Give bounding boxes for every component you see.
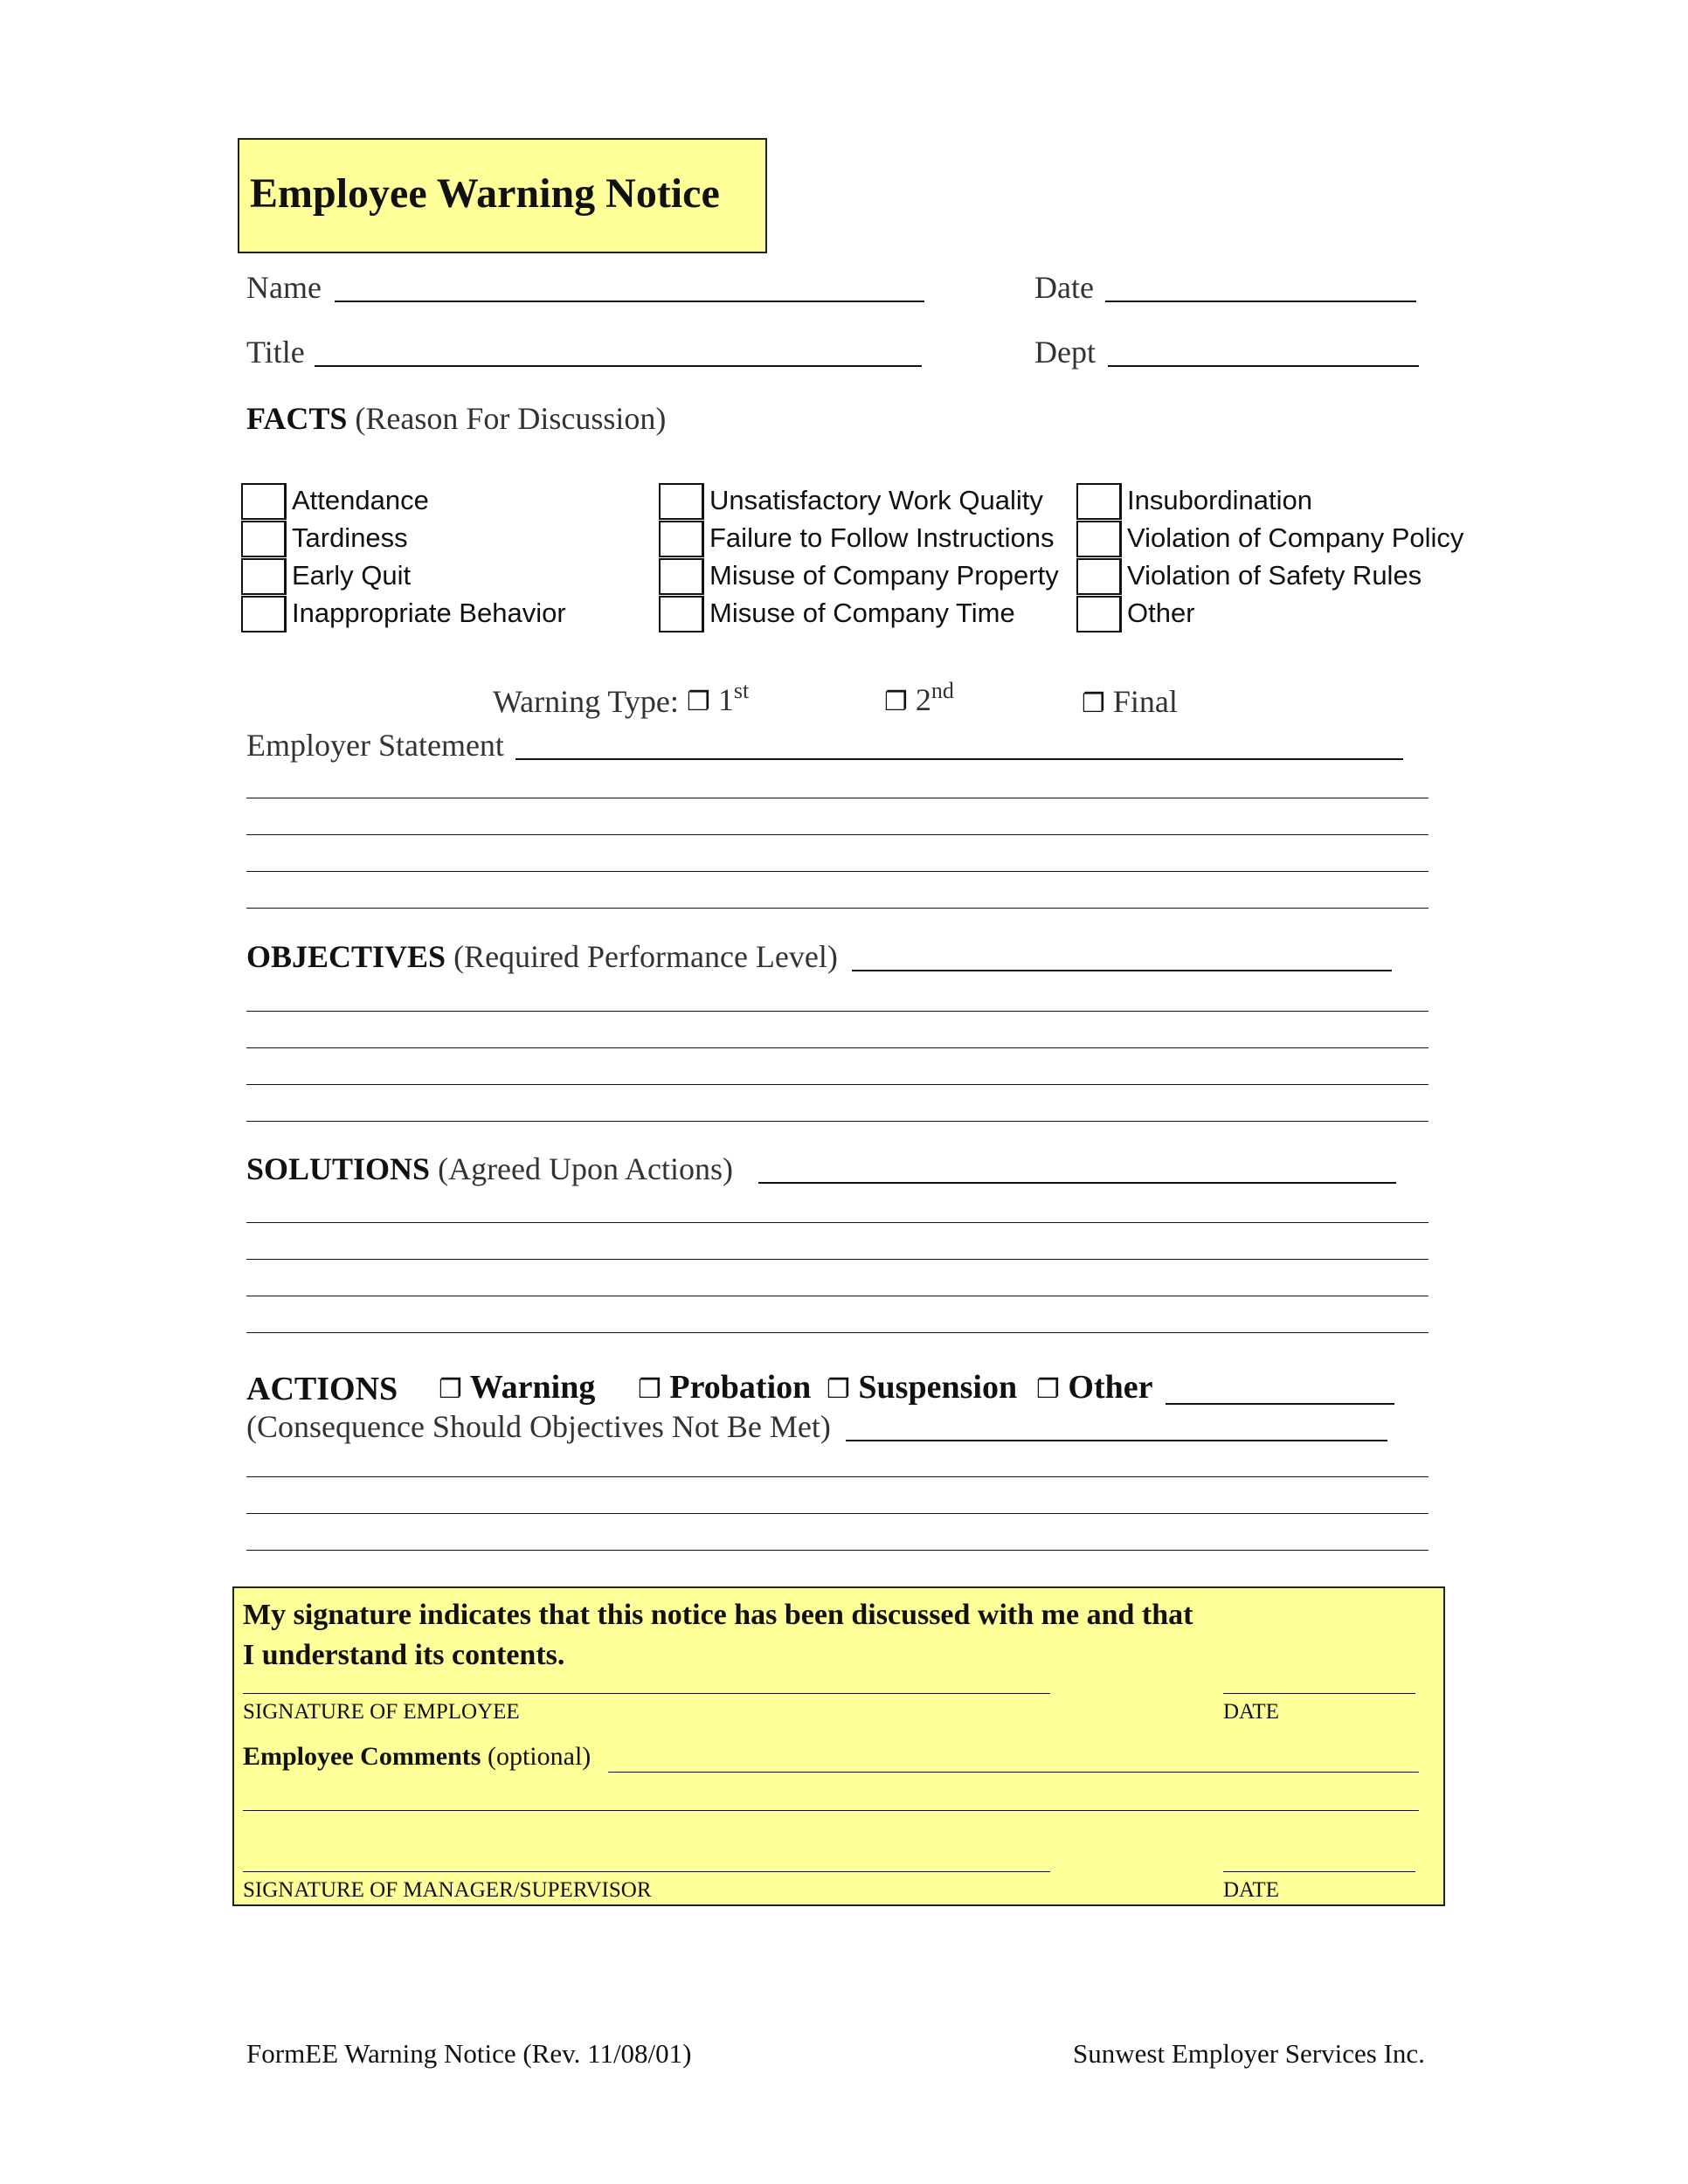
checkbox-label: Other — [1127, 598, 1195, 628]
solutions-field[interactable] — [758, 1182, 1396, 1184]
checkbox[interactable] — [659, 596, 704, 632]
action-probation[interactable] — [638, 1368, 811, 1406]
objectives-line[interactable] — [246, 1047, 1429, 1048]
checkbox[interactable] — [1076, 558, 1122, 595]
warning-type-first[interactable] — [687, 678, 750, 718]
checkbox-label: Tardiness — [292, 522, 408, 553]
fact-misuse-of-company-time[interactable] — [659, 596, 1061, 634]
checkbox[interactable] — [241, 558, 287, 595]
consequence-line[interactable] — [246, 1513, 1429, 1514]
checkbox-icon[interactable]: ❐ — [884, 687, 908, 717]
checkbox[interactable] — [241, 483, 287, 520]
checkbox-label: Misuse of Company Time — [709, 598, 1015, 628]
objectives-field[interactable] — [852, 970, 1392, 971]
facts-heading-title: FACTS — [246, 401, 348, 436]
title-label: Title — [246, 335, 305, 370]
facts-heading-sub: (Reason For Discussion) — [355, 401, 667, 436]
facts-heading — [246, 400, 666, 437]
action-label: Other — [1068, 1369, 1153, 1406]
checkbox[interactable] — [659, 558, 704, 595]
action-warning[interactable] — [439, 1368, 595, 1406]
checkbox[interactable] — [241, 521, 287, 557]
manager-signature-line[interactable] — [243, 1871, 1050, 1872]
footer-form-id: FormEE Warning Notice (Rev. 11/08/01) — [246, 2038, 692, 2069]
employer-statement-line[interactable] — [246, 834, 1429, 835]
checkbox-label: Unsatisfactory Work Quality — [709, 485, 1043, 515]
solutions-heading-sub: (Agreed Upon Actions) — [438, 1151, 733, 1186]
action-suspension[interactable] — [827, 1368, 1017, 1406]
warning-first-num: 1 — [717, 682, 734, 717]
fact-attendance[interactable] — [241, 483, 643, 522]
warning-second-sup: nd — [930, 678, 954, 703]
solutions-heading — [246, 1151, 733, 1187]
checkbox[interactable] — [1076, 483, 1122, 520]
dept-label: Dept — [1034, 335, 1096, 370]
fact-violation-of-safety-rules[interactable] — [1076, 558, 1478, 597]
consequence-field[interactable] — [846, 1440, 1387, 1441]
action-label: Suspension — [858, 1369, 1018, 1406]
solutions-line[interactable] — [246, 1332, 1429, 1333]
employer-statement-field[interactable] — [515, 758, 1403, 760]
checkbox-label: Misuse of Company Property — [709, 560, 1059, 591]
checkbox-label: Inappropriate Behavior — [292, 598, 566, 628]
employer-statement-label: Employer Statement — [246, 728, 504, 763]
checkbox-icon[interactable]: ❐ — [638, 1374, 661, 1405]
warning-type-final[interactable] — [1082, 683, 1178, 720]
footer-company: Sunwest Employer Services Inc. — [1073, 2038, 1425, 2069]
fact-violation-of-company-policy[interactable] — [1076, 521, 1478, 559]
checkbox-icon[interactable]: ❐ — [1036, 1374, 1060, 1405]
checkbox-label: Violation of Company Policy — [1127, 522, 1464, 553]
fact-inappropriate-behavior[interactable] — [241, 596, 643, 634]
action-other-field[interactable] — [1166, 1403, 1394, 1405]
employee-signature-label: SIGNATURE OF EMPLOYEE — [243, 1700, 520, 1724]
objectives-heading-sub: (Required Performance Level) — [453, 939, 838, 974]
checkbox[interactable] — [1076, 596, 1122, 632]
consequence-label: (Consequence Should Objectives Not Be Met) — [246, 1409, 831, 1444]
checkbox[interactable] — [659, 521, 704, 557]
employee-comments-line[interactable] — [243, 1810, 1419, 1811]
solutions-heading-title: SOLUTIONS — [246, 1151, 431, 1186]
consequence-line[interactable] — [246, 1476, 1429, 1477]
signature-statement-line2: I understand its contents. — [243, 1639, 565, 1671]
consequence-line[interactable] — [246, 1550, 1429, 1551]
fact-unsatisfactory-work-quality[interactable] — [659, 483, 1061, 522]
employee-date-line[interactable] — [1223, 1693, 1415, 1694]
objectives-heading — [246, 938, 838, 975]
checkbox-icon[interactable]: ❐ — [1082, 688, 1105, 719]
solutions-line[interactable] — [246, 1222, 1429, 1223]
warning-second-num: 2 — [915, 682, 931, 717]
fact-misuse-of-company-property[interactable] — [659, 558, 1061, 597]
title-box — [238, 138, 767, 253]
actions-heading: ACTIONS — [246, 1371, 398, 1407]
fact-tardiness[interactable] — [241, 521, 643, 559]
checkbox-label: Early Quit — [292, 560, 412, 591]
page-title: Employee Warning Notice — [250, 170, 720, 217]
employer-statement-line[interactable] — [246, 908, 1429, 909]
title-field[interactable] — [315, 365, 922, 367]
warning-first-sup: st — [733, 678, 750, 703]
action-label: Probation — [669, 1369, 812, 1406]
manager-date-line[interactable] — [1223, 1871, 1415, 1872]
fact-early-quit[interactable] — [241, 558, 643, 597]
employee-comments-title: Employee Comments — [243, 1742, 481, 1771]
fact-other[interactable] — [1076, 596, 1478, 634]
date-field[interactable] — [1105, 301, 1416, 302]
date-label: Date — [1034, 270, 1094, 305]
employee-comments-field[interactable] — [608, 1772, 1419, 1773]
checkbox[interactable] — [1076, 521, 1122, 557]
fact-insubordination[interactable] — [1076, 483, 1478, 522]
warning-type-second[interactable] — [884, 678, 954, 718]
action-other[interactable] — [1036, 1368, 1152, 1406]
objectives-line[interactable] — [246, 1121, 1429, 1122]
solutions-line[interactable] — [246, 1259, 1429, 1260]
checkbox-label: Attendance — [292, 485, 429, 515]
name-field[interactable] — [335, 301, 924, 302]
checkbox[interactable] — [659, 483, 704, 520]
checkbox-label: Insubordination — [1127, 485, 1312, 515]
checkbox-label: Failure to Follow Instructions — [709, 522, 1055, 553]
signature-box — [232, 1586, 1445, 1906]
dept-field[interactable] — [1108, 365, 1419, 367]
signature-statement-line1: My signature indicates that this notice has been discussed with me and that — [243, 1599, 1193, 1631]
employee-comments-optional: (optional) — [487, 1742, 591, 1771]
employee-date-label: DATE — [1223, 1700, 1279, 1724]
checkbox-label: Violation of Safety Rules — [1127, 560, 1422, 591]
warning-type-label: Warning Type: — [493, 684, 679, 719]
objectives-line[interactable] — [246, 1084, 1429, 1085]
checkbox-icon[interactable]: ❐ — [439, 1374, 462, 1405]
employee-signature-line[interactable] — [243, 1693, 1050, 1694]
checkbox-icon[interactable]: ❐ — [827, 1374, 850, 1405]
objectives-heading-title: OBJECTIVES — [246, 939, 446, 974]
name-label: Name — [246, 270, 322, 305]
employee-comments-label — [243, 1742, 591, 1772]
checkbox-icon[interactable]: ❐ — [687, 687, 710, 717]
warning-final-label: Final — [1112, 684, 1178, 719]
fact-failure-to-follow-instructions[interactable] — [659, 521, 1061, 559]
checkbox[interactable] — [241, 596, 287, 632]
employer-statement-line[interactable] — [246, 871, 1429, 872]
manager-signature-label: SIGNATURE OF MANAGER/SUPERVISOR — [243, 1878, 652, 1902]
manager-date-label: DATE — [1223, 1878, 1279, 1902]
action-label: Warning — [469, 1369, 596, 1406]
signature-statement — [243, 1595, 1193, 1676]
objectives-line[interactable] — [246, 1011, 1429, 1012]
